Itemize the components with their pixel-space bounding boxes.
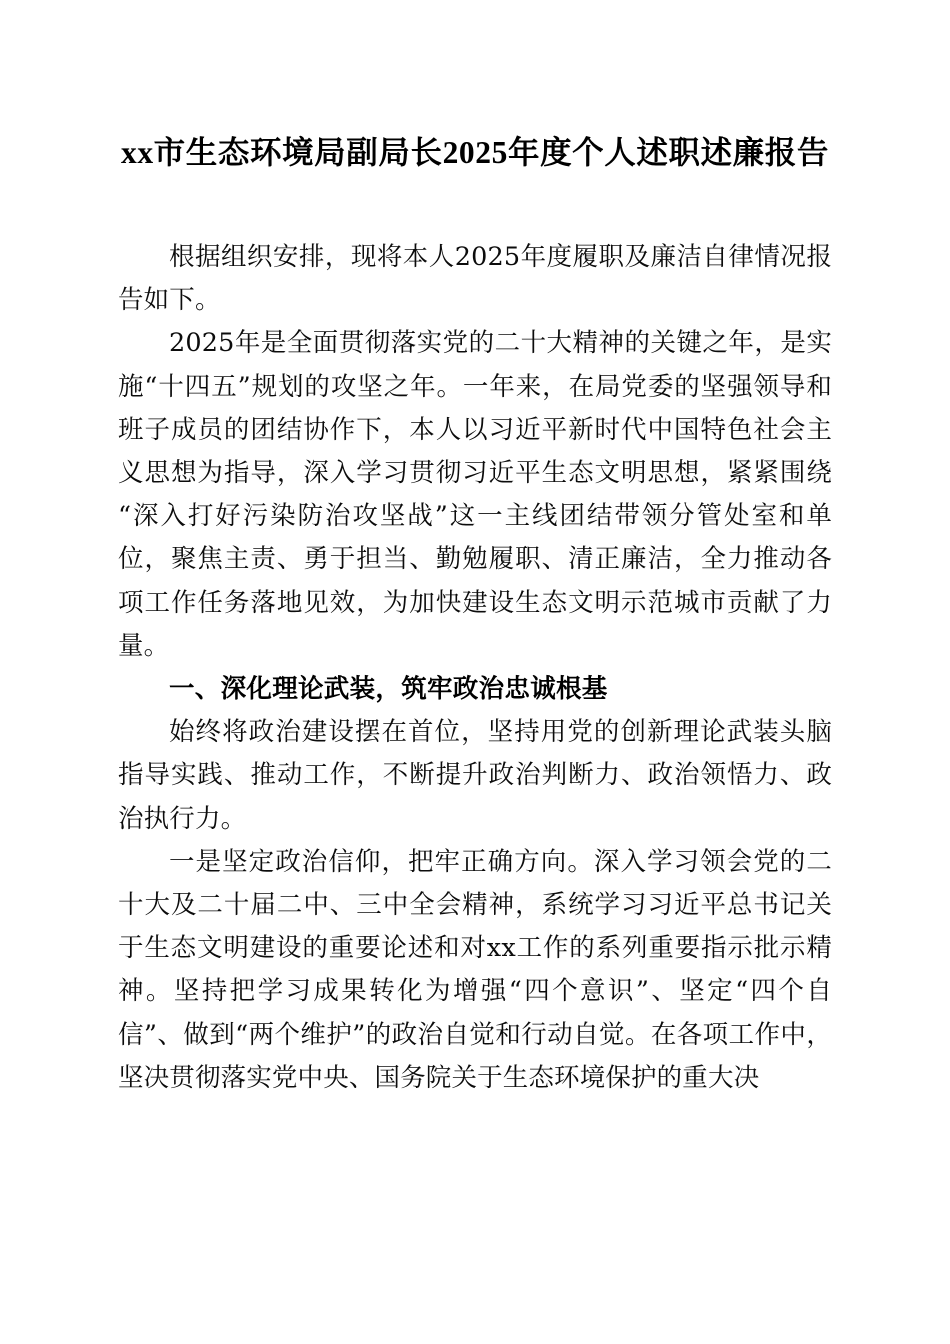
page-title: xx市生态环境局副局长2025年度个人述职述廉报告 (120, 135, 829, 170)
title-body-spacer (118, 176, 832, 236)
paragraph-year-overview: 2025年是全面贯彻落实党的二十大精神的关键之年，是实施“十四五”规划的攻坚之年。一年来，在局党委的坚强领导和班子成员的团结协作下，本人以习近平新时代中国特色社会主义思想为指导，深入学习贯彻习近平生态文明思想，紧紧围绕“深入打好污染防治攻坚战”这一主线团结带领分管处室和单位，聚焦主责、勇于担当、勤勉履职、清正廉洁，全力推动各项工作任务落地见效，为加快建设生态文明示范城市贡献了力量。 (118, 328, 832, 661)
section-heading-1: 一、深化理论武装，筑牢政治忠诚根基 (169, 675, 608, 704)
paragraph-opening: 根据组织安排，现将本人2025年度履职及廉洁自律情况报告如下。 (118, 242, 832, 316)
document-content-area (118, 0, 832, 1100)
paragraph-point-one: 一是坚定政治信仰，把牢正确方向。深入学习领会党的二十大及二十届二中、三中全会精神，系统学习习近平总书记关于生态文明建设的重要论述和对xx工作的系列重要指示批示精神。坚持把学习成果转化为增强“四个意识”、坚定“四个自信”、做到“两个维护”的政治自觉和行动自觉。在各项工作中，坚决贯彻落实党中央、国务院关于生态环境保护的重大决 (118, 846, 832, 1093)
paragraph-political-building: 始终将政治建设摆在首位，坚持用党的创新理论武装头脑指导实践、推动工作，不断提升政治判断力、政治领悟力、政治执行力。 (118, 717, 832, 834)
